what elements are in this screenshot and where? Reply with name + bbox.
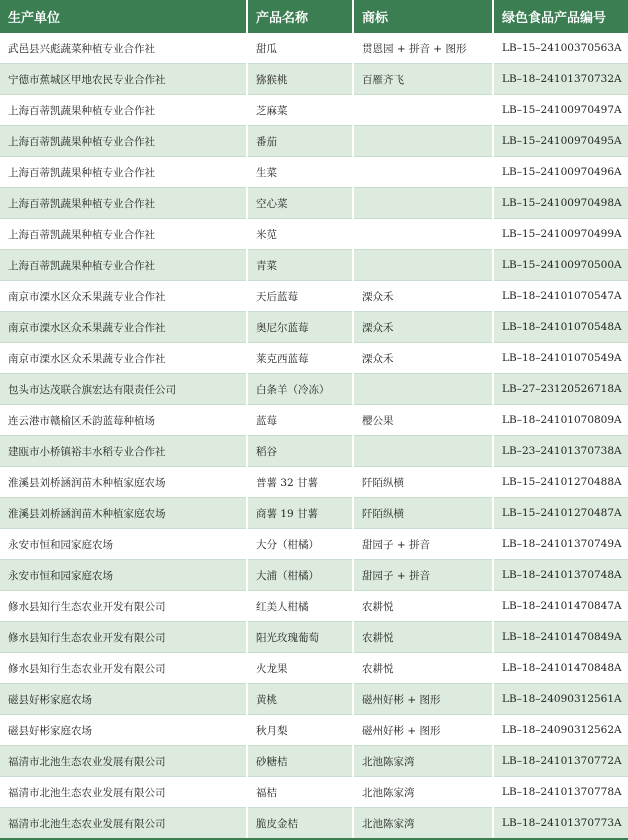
product-name-cell: 白条羊（冷冻） [247, 374, 353, 405]
trademark-cell [353, 95, 493, 126]
table-row [0, 529, 628, 560]
product-name-cell: 火龙果 [247, 653, 353, 684]
product-code-cell: LB–18–24101070548A [493, 312, 628, 343]
table-row [0, 467, 628, 498]
product-code-cell: LB–18–24101470847A [493, 591, 628, 622]
trademark-cell [353, 436, 493, 467]
product-code-cell: LB–15–24100970497A [493, 95, 628, 126]
product-name-cell: 普薯 32 甘薯 [247, 467, 353, 498]
trademark-cell: 阡陌纵横 [353, 467, 493, 498]
table-row [0, 777, 628, 808]
trademark-cell: 贯恩园 + 拼音 + 图形 [353, 33, 493, 64]
product-name-cell: 莱克西蓝莓 [247, 343, 353, 374]
product-name-cell: 猕猴桃 [247, 64, 353, 95]
trademark-cell: 磁州好彬 + 图形 [353, 715, 493, 746]
producer-cell: 磁县好彬家庭农场 [0, 715, 247, 746]
trademark-cell: 北池陈家湾 [353, 808, 493, 840]
producer-cell: 淮溪县刘桥涵润苗木种植家庭农场 [0, 498, 247, 529]
producer-cell: 上海百蒂凯蔬果种植专业合作社 [0, 219, 247, 250]
product-name-cell: 青菜 [247, 250, 353, 281]
product-name-cell: 商薯 19 甘薯 [247, 498, 353, 529]
trademark-cell: 百雁齐飞 [353, 64, 493, 95]
trademark-cell [353, 157, 493, 188]
trademark-cell: 溧众禾 [353, 312, 493, 343]
product-code-cell: LB–15–24101270487A [493, 498, 628, 529]
producer-cell: 福清市北池生态农业发展有限公司 [0, 746, 247, 777]
table-row [0, 64, 628, 95]
header-row [0, 0, 628, 33]
product-name-cell: 脆皮金桔 [247, 808, 353, 840]
trademark-cell [353, 250, 493, 281]
trademark-cell [353, 219, 493, 250]
product-code-cell: LB–18–24101070549A [493, 343, 628, 374]
producer-cell: 建瓯市小桥镇裕丰水稻专业合作社 [0, 436, 247, 467]
product-code-cell: LB–18–24101070809A [493, 405, 628, 436]
table-row [0, 126, 628, 157]
product-code-cell: LB–15–24100970496A [493, 157, 628, 188]
table-row [0, 684, 628, 715]
table-row [0, 653, 628, 684]
product-name-cell: 甜瓜 [247, 33, 353, 64]
product-name-cell: 黄桃 [247, 684, 353, 715]
trademark-cell [353, 374, 493, 405]
producer-cell: 磁县好彬家庭农场 [0, 684, 247, 715]
producer-cell: 上海百蒂凯蔬果种植专业合作社 [0, 157, 247, 188]
trademark-cell: 农耕悦 [353, 591, 493, 622]
product-code-cell: LB–18–24101470848A [493, 653, 628, 684]
trademark-cell: 溧众禾 [353, 281, 493, 312]
producer-cell: 连云港市赣榆区禾韵蓝莓种植场 [0, 405, 247, 436]
trademark-cell: 北池陈家湾 [353, 777, 493, 808]
table-row [0, 95, 628, 126]
table-row [0, 374, 628, 405]
table-row [0, 312, 628, 343]
trademark-cell: 溧众禾 [353, 343, 493, 374]
table-header [0, 0, 628, 33]
table-row [0, 715, 628, 746]
product-code-cell: LB–18–24101370773A [493, 808, 628, 840]
header-trademark: 商标 [353, 0, 493, 33]
product-name-cell: 奥尼尔蓝莓 [247, 312, 353, 343]
producer-cell: 修水县知行生态农业开发有限公司 [0, 622, 247, 653]
product-code-cell: LB–18–24090312562A [493, 715, 628, 746]
product-name-cell: 福桔 [247, 777, 353, 808]
trademark-cell: 樱公果 [353, 405, 493, 436]
producer-cell: 永安市恒和园家庭农场 [0, 529, 247, 560]
producer-cell: 福清市北池生态农业发展有限公司 [0, 808, 247, 840]
header-product-code: 绿色食品产品编号 [493, 0, 628, 33]
table-body [0, 33, 628, 840]
producer-cell: 南京市溧水区众禾果蔬专业合作社 [0, 312, 247, 343]
product-code-cell: LB–27–23120526718A [493, 374, 628, 405]
header-product-name: 产品名称 [247, 0, 353, 33]
producer-cell: 上海百蒂凯蔬果种植专业合作社 [0, 95, 247, 126]
table-row [0, 560, 628, 591]
product-code-cell: LB–18–24090312561A [493, 684, 628, 715]
product-code-cell: LB–18–24101370748A [493, 560, 628, 591]
product-name-cell: 秋月梨 [247, 715, 353, 746]
product-code-cell: LB–18–24101070547A [493, 281, 628, 312]
product-name-cell: 生菜 [247, 157, 353, 188]
table-row [0, 281, 628, 312]
producer-cell: 宁德市蕉城区甲地农民专业合作社 [0, 64, 247, 95]
table-row [0, 746, 628, 777]
table-row [0, 405, 628, 436]
product-code-cell: LB–23–24101370738A [493, 436, 628, 467]
product-code-cell: LB–15–24100970500A [493, 250, 628, 281]
product-code-cell: LB–18–24101370732A [493, 64, 628, 95]
table-row [0, 808, 628, 840]
producer-cell: 包头市达茂联合旗宏达有限责任公司 [0, 374, 247, 405]
producer-cell: 武邑县兴彪蔬菜种植专业合作社 [0, 33, 247, 64]
table-row [0, 33, 628, 64]
table-row [0, 188, 628, 219]
product-name-cell: 大浦（柑橘） [247, 560, 353, 591]
product-name-cell: 大分（柑橘） [247, 529, 353, 560]
table-row [0, 498, 628, 529]
table-row [0, 436, 628, 467]
product-code-cell: LB–18–24101370778A [493, 777, 628, 808]
product-name-cell: 阳光玫瑰葡萄 [247, 622, 353, 653]
producer-cell: 南京市溧水区众禾果蔬专业合作社 [0, 281, 247, 312]
trademark-cell: 甜园子 + 拼音 [353, 560, 493, 591]
product-code-cell: LB–15–24100970495A [493, 126, 628, 157]
producer-cell: 上海百蒂凯蔬果种植专业合作社 [0, 126, 247, 157]
producer-cell: 永安市恒和园家庭农场 [0, 560, 247, 591]
product-code-cell: LB–15–24100370563A [493, 33, 628, 64]
trademark-cell: 磁州好彬 + 图形 [353, 684, 493, 715]
product-name-cell: 芝麻菜 [247, 95, 353, 126]
trademark-cell: 甜园子 + 拼音 [353, 529, 493, 560]
table-row [0, 157, 628, 188]
table-row [0, 250, 628, 281]
product-name-cell: 蓝莓 [247, 405, 353, 436]
product-code-cell: LB–15–24100970498A [493, 188, 628, 219]
product-name-cell: 稻谷 [247, 436, 353, 467]
product-name-cell: 天后蓝莓 [247, 281, 353, 312]
trademark-cell [353, 126, 493, 157]
product-name-cell: 砂糖桔 [247, 746, 353, 777]
producer-cell: 上海百蒂凯蔬果种植专业合作社 [0, 188, 247, 219]
trademark-cell: 农耕悦 [353, 622, 493, 653]
product-code-cell: LB–15–24100970499A [493, 219, 628, 250]
product-name-cell: 番茄 [247, 126, 353, 157]
header-producer: 生产单位 [0, 0, 247, 33]
table-row [0, 219, 628, 250]
producer-cell: 福清市北池生态农业发展有限公司 [0, 777, 247, 808]
table-row [0, 343, 628, 374]
product-name-cell: 红美人柑橘 [247, 591, 353, 622]
producer-cell: 上海百蒂凯蔬果种植专业合作社 [0, 250, 247, 281]
table-row [0, 591, 628, 622]
product-code-cell: LB–15–24101270488A [493, 467, 628, 498]
trademark-cell [353, 188, 493, 219]
producer-cell: 修水县知行生态农业开发有限公司 [0, 653, 247, 684]
producer-cell: 淮溪县刘桥涵润苗木种植家庭农场 [0, 467, 247, 498]
producer-cell: 南京市溧水区众禾果蔬专业合作社 [0, 343, 247, 374]
trademark-cell: 农耕悦 [353, 653, 493, 684]
product-code-cell: LB–18–24101370749A [493, 529, 628, 560]
product-code-cell: LB–18–24101370772A [493, 746, 628, 777]
producer-cell: 修水县知行生态农业开发有限公司 [0, 591, 247, 622]
product-name-cell: 米苋 [247, 219, 353, 250]
trademark-cell: 阡陌纵横 [353, 498, 493, 529]
trademark-cell: 北池陈家湾 [353, 746, 493, 777]
product-code-cell: LB–18–24101470849A [493, 622, 628, 653]
product-name-cell: 空心菜 [247, 188, 353, 219]
table-row [0, 622, 628, 653]
